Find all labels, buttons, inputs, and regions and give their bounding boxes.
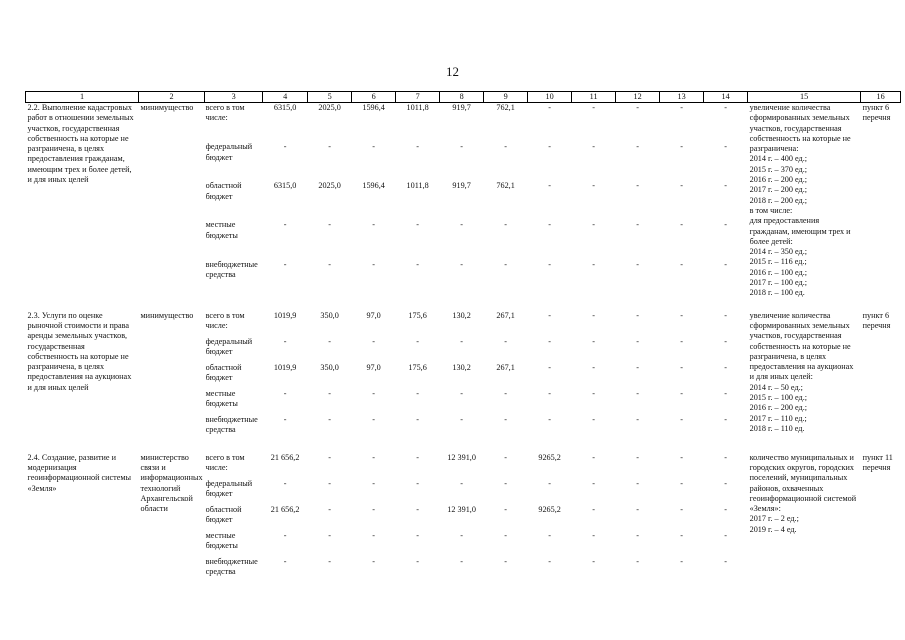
amount-cell: - <box>724 414 727 424</box>
amount-cell: - <box>328 530 331 540</box>
header-cell: 7 <box>396 92 440 103</box>
amount-cell: 130,2 <box>452 310 471 320</box>
amount-cell: - <box>724 181 727 191</box>
amount-cell: - <box>372 336 375 346</box>
amount-cell: - <box>592 556 595 566</box>
amount-cell: - <box>548 142 551 152</box>
amount-cell: - <box>724 310 727 320</box>
amount-cell: - <box>636 181 639 191</box>
amount-cell: - <box>283 336 287 346</box>
funding-source: внебюджетные средства <box>205 259 258 279</box>
amount-cell: - <box>372 220 375 230</box>
amount-cell: - <box>416 388 419 398</box>
amount-cell: - <box>460 530 463 540</box>
funding-source: областной бюджет <box>205 362 242 382</box>
amount-cell: 12 391,0 <box>447 452 476 462</box>
amount-cell: - <box>372 530 375 540</box>
amount-cell: - <box>372 414 375 424</box>
measure-executor: министерство связи и информационных технологий Архангельской области <box>140 452 203 514</box>
table-row <box>26 453 901 479</box>
amount-cell: - <box>592 336 595 346</box>
amount-cell: - <box>592 388 595 398</box>
amount-cell: - <box>724 388 727 398</box>
amount-cell: - <box>680 504 683 514</box>
header-cell: 9 <box>484 92 528 103</box>
amount-cell: - <box>636 452 639 462</box>
amount-cell: 6315,0 <box>273 103 297 112</box>
amount-cell: 97,0 <box>366 362 381 372</box>
amount-cell: - <box>724 142 727 152</box>
amount-cell: - <box>328 220 331 230</box>
amount-cell: - <box>636 388 639 398</box>
amount-cell: - <box>680 452 683 462</box>
amount-cell: - <box>680 103 683 112</box>
amount-cell: 350,0 <box>320 362 339 372</box>
amount-cell: - <box>592 530 595 540</box>
amount-cell: - <box>680 530 683 540</box>
amount-cell: 267,1 <box>496 310 515 320</box>
amount-cell: 762,1 <box>496 181 515 191</box>
amount-cell: - <box>416 556 419 566</box>
header-cell: 16 <box>861 92 901 103</box>
amount-cell: - <box>548 478 551 488</box>
amount-cell: - <box>592 362 595 372</box>
amount-cell: - <box>724 220 727 230</box>
header-cell: 14 <box>704 92 748 103</box>
row-gap <box>26 299 901 311</box>
amount-cell: - <box>636 362 639 372</box>
amount-cell: - <box>636 259 639 269</box>
amount-cell: - <box>416 504 419 514</box>
header-cell: 5 <box>308 92 352 103</box>
amount-cell: - <box>460 414 463 424</box>
amount-cell: 919,7 <box>452 181 471 191</box>
amount-cell: 21 656,2 <box>270 504 300 514</box>
amount-cell: - <box>548 530 551 540</box>
measure-name: 2.2. Выполнение кадастровых работ в отношении земельных участков, государственная собственность на которые не разграничена, в целях предоставления гражданам, имеющим трех и более детей, и для иных целей <box>27 103 134 185</box>
amount-cell: - <box>592 220 595 230</box>
amount-cell: - <box>724 504 727 514</box>
measure-executor: минимущество <box>140 103 194 112</box>
amount-cell: 1019,9 <box>273 310 297 320</box>
amount-cell: - <box>416 452 419 462</box>
amount-cell: - <box>504 414 507 424</box>
amount-cell: - <box>372 388 375 398</box>
measure-executor: минимущество <box>140 310 194 320</box>
header-cell: 10 <box>528 92 572 103</box>
amount-cell: - <box>460 478 463 488</box>
amount-cell: - <box>592 259 595 269</box>
amount-cell: - <box>283 220 287 230</box>
amount-cell: 9265,2 <box>538 452 561 462</box>
amount-cell: - <box>680 142 683 152</box>
amount-cell: - <box>460 220 463 230</box>
amount-cell: - <box>680 414 683 424</box>
funding-source: федеральный бюджет <box>205 142 253 162</box>
amount-cell: - <box>548 414 551 424</box>
table-body <box>26 103 901 583</box>
funding-source: областной бюджет <box>205 504 242 524</box>
reference: пункт 6 перечня <box>862 103 891 123</box>
funding-source: областной бюджет <box>205 181 242 201</box>
amount-cell: - <box>460 388 463 398</box>
amount-cell: - <box>504 259 507 269</box>
amount-cell: 130,2 <box>452 362 471 372</box>
amount-cell: - <box>592 452 595 462</box>
header-cell: 3 <box>205 92 263 103</box>
amount-cell: - <box>372 259 375 269</box>
header-cell: 4 <box>263 92 308 103</box>
amount-cell: - <box>636 220 639 230</box>
amount-cell: - <box>680 388 683 398</box>
amount-cell: - <box>724 452 727 462</box>
amount-cell: - <box>548 388 551 398</box>
funding-source: федеральный бюджет <box>205 478 253 498</box>
amount-cell: 97,0 <box>366 310 381 320</box>
amount-cell: 6315,0 <box>273 181 297 191</box>
target-indicator: увеличение количества сформированных земельных участков, государственная собственность на которые не разграничена: 2014 г. – 400 ед.; 2015 г. – 370 ед.; 2016 г. – 200 ед.; 2017 г. – 200 ед.; 2018 г. – 200 ед.; в том числе: для предоставления гражданам, имеющим трех и более детей: 2014 г. – 350 ед.; 2015 г. – 116 ед.; 2016 г. – 100 ед.; 2017 г. – 100 ед.; 2018 г. – 100 ед. <box>749 103 851 298</box>
amount-cell: - <box>636 310 639 320</box>
amount-cell: 9265,2 <box>538 504 561 514</box>
amount-cell: - <box>724 530 727 540</box>
target-indicator: количество муниципальных и городских округов, городских поселений, муниципальных районов, охваченных геоинформационной системой «Земля»: 2017 г. – 2 ед.; 2019 г. – 4 ед. <box>749 452 857 534</box>
amount-cell: - <box>504 220 507 230</box>
amount-cell: - <box>636 530 639 540</box>
amount-cell: - <box>636 336 639 346</box>
amount-cell: 1011,8 <box>406 103 429 112</box>
amount-cell: - <box>416 530 419 540</box>
header-cell: 11 <box>572 92 616 103</box>
amount-cell: - <box>460 336 463 346</box>
amount-cell: - <box>328 142 331 152</box>
amount-cell: - <box>724 362 727 372</box>
amount-cell: 1596,4 <box>362 103 385 112</box>
amount-cell: - <box>372 504 375 514</box>
reference: пункт 6 перечня <box>862 310 891 330</box>
table-row <box>26 311 901 337</box>
amount-cell: - <box>592 310 595 320</box>
amount-cell: - <box>328 336 331 346</box>
amount-cell: - <box>724 336 727 346</box>
amount-cell: - <box>460 259 463 269</box>
amount-cell: - <box>283 478 287 488</box>
amount-cell: - <box>283 556 287 566</box>
amount-cell: 12 391,0 <box>447 504 476 514</box>
amount-cell: 1596,4 <box>362 181 385 191</box>
funding-source: местные бюджеты <box>205 388 238 408</box>
amount-cell: - <box>460 142 463 152</box>
amount-cell: - <box>548 181 551 191</box>
table-row <box>26 103 901 143</box>
amount-cell: - <box>328 452 331 462</box>
amount-cell: 175,6 <box>408 362 427 372</box>
amount-cell: - <box>592 103 595 112</box>
header-cell: 2 <box>139 92 205 103</box>
amount-cell: - <box>680 310 683 320</box>
measure-name: 2.3. Услуги по оценке рыночной стоимости и права аренды земельных участков, государственная собственность на которые не разграничена, в целях предоставления на аукционах и для иных целей <box>27 310 132 392</box>
amount-cell: - <box>372 142 375 152</box>
amount-cell: - <box>680 336 683 346</box>
amount-cell: - <box>504 556 507 566</box>
amount-cell: - <box>680 362 683 372</box>
amount-cell: - <box>283 142 287 152</box>
amount-cell: - <box>548 556 551 566</box>
header-cell: 12 <box>616 92 660 103</box>
amount-cell: - <box>283 414 287 424</box>
amount-cell: - <box>372 556 375 566</box>
amount-cell: - <box>636 142 639 152</box>
amount-cell: - <box>636 504 639 514</box>
amount-cell: - <box>592 414 595 424</box>
amount-cell: - <box>328 478 331 488</box>
amount-cell: 1019,9 <box>273 362 297 372</box>
amount-cell: - <box>416 414 419 424</box>
header-cell: 13 <box>660 92 704 103</box>
amount-cell: - <box>636 478 639 488</box>
header-cell: 8 <box>440 92 484 103</box>
amount-cell: 762,1 <box>496 103 515 112</box>
measure-name: 2.4. Создание, развитие и модернизация геоинформационной системы «Земля» <box>27 452 132 493</box>
target-indicator: увеличение количества сформированных земельных участков, государственная собственность на которые не разграничена, в целях предоставления на аукционах и для иных целей: 2014 г. – 50 ед.; 2015 г. – 100 ед.; 2016 г. – 200 ед.; 2017 г. – 110 ед.; 2018 г. – 110 ед. <box>749 310 854 433</box>
funding-source: местные бюджеты <box>205 220 238 240</box>
amount-cell: - <box>328 504 331 514</box>
amount-cell: - <box>416 478 419 488</box>
amount-cell: - <box>548 259 551 269</box>
amount-cell: - <box>504 478 507 488</box>
amount-cell: 175,6 <box>408 310 427 320</box>
reference: пункт 11 перечня <box>862 452 893 472</box>
funding-source: внебюджетные средства <box>205 414 258 434</box>
row-gap <box>26 441 901 453</box>
funding-source: всего в том числе: <box>205 452 245 472</box>
amount-cell: - <box>372 478 375 488</box>
funding-source: местные бюджеты <box>205 530 238 550</box>
amount-cell: - <box>680 181 683 191</box>
amount-cell: - <box>460 556 463 566</box>
amount-cell: - <box>504 530 507 540</box>
table-header <box>26 92 901 103</box>
amount-cell: - <box>504 336 507 346</box>
amount-cell: - <box>680 220 683 230</box>
amount-cell: - <box>680 259 683 269</box>
funding-source: всего в том числе: <box>205 310 245 330</box>
amount-cell: - <box>592 504 595 514</box>
amount-cell: 2025,0 <box>318 181 341 191</box>
amount-cell: - <box>724 259 727 269</box>
amount-cell: - <box>416 259 419 269</box>
amount-cell: - <box>592 142 595 152</box>
amount-cell: 2025,0 <box>318 103 341 112</box>
amount-cell: - <box>680 478 683 488</box>
amount-cell: - <box>548 336 551 346</box>
header-cell: 15 <box>748 92 861 103</box>
amount-cell: - <box>328 556 331 566</box>
amount-cell: - <box>724 478 727 488</box>
amount-cell: - <box>504 452 507 462</box>
amount-cell: 21 656,2 <box>270 452 300 462</box>
amount-cell: 919,7 <box>452 103 471 112</box>
amount-cell: - <box>328 388 331 398</box>
amount-cell: - <box>548 310 551 320</box>
amount-cell: - <box>548 220 551 230</box>
amount-cell: 1011,8 <box>406 181 429 191</box>
amount-cell: - <box>416 142 419 152</box>
funding-source: всего в том числе: <box>205 103 245 123</box>
page-number: 12 <box>446 64 459 79</box>
amount-cell: - <box>636 103 639 112</box>
amount-cell: - <box>592 478 595 488</box>
amount-cell: - <box>592 181 595 191</box>
amount-cell: - <box>548 103 551 112</box>
amount-cell: - <box>416 336 419 346</box>
amount-cell: - <box>504 142 507 152</box>
program-table <box>25 91 901 583</box>
funding-source: внебюджетные средства <box>205 556 258 576</box>
amount-cell: - <box>636 414 639 424</box>
amount-cell: - <box>636 556 639 566</box>
amount-cell: - <box>416 220 419 230</box>
amount-cell: - <box>283 259 287 269</box>
header-cell: 1 <box>26 92 139 103</box>
header-cell: 6 <box>352 92 396 103</box>
amount-cell: - <box>283 530 287 540</box>
amount-cell: - <box>328 259 331 269</box>
amount-cell: 350,0 <box>320 310 339 320</box>
funding-source: федеральный бюджет <box>205 336 253 356</box>
amount-cell: - <box>504 388 507 398</box>
amount-cell: - <box>328 414 331 424</box>
amount-cell: - <box>283 388 287 398</box>
amount-cell: - <box>680 556 683 566</box>
amount-cell: - <box>724 556 727 566</box>
amount-cell: 267,1 <box>496 362 515 372</box>
amount-cell: - <box>724 103 727 112</box>
amount-cell: - <box>504 504 507 514</box>
amount-cell: - <box>372 452 375 462</box>
amount-cell: - <box>548 362 551 372</box>
